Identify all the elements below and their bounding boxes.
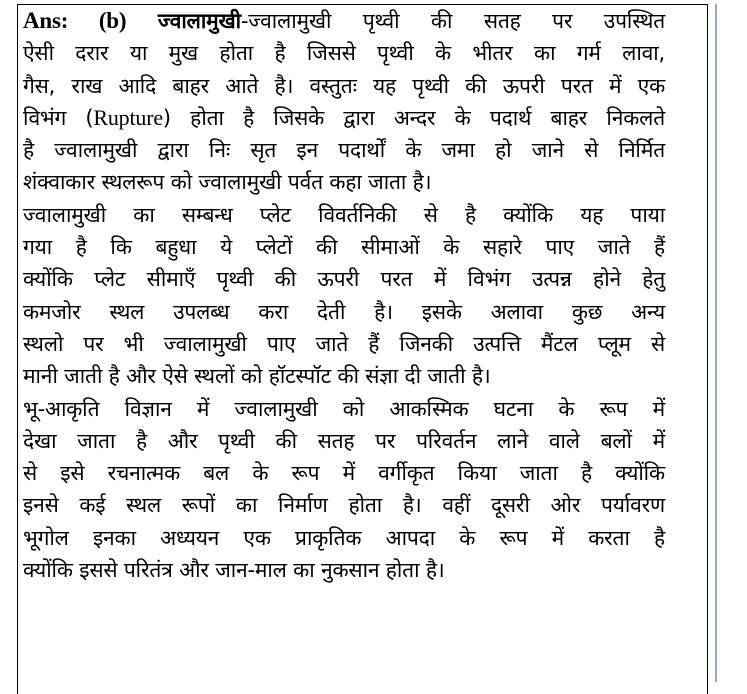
answer-line-4-pre: विभंग ( <box>23 105 94 130</box>
answer-line-6: शंक्वाकार स्थलरूप को ज्वालामुखी पर्वत कहा जाता है। <box>23 170 432 195</box>
para3-line-6: क्योंकि इससे परितंत्र और जान-माल का नुकसान होता है। <box>23 558 445 583</box>
para3-line-3: से इसे रचनात्मक बल के रूप में वर्गीकृत किया जाता है क्योंकि <box>23 461 665 486</box>
para2-line-2: गया है कि बहुधा ये प्लेटों की सीमाओं के सहारे पाए जाते हैं <box>23 235 665 260</box>
para2-line-5: स्थलो पर भी ज्वालामुखी पाए जाते हैं जिनकी उत्पत्ति मैंटल प्लूम से <box>23 331 665 356</box>
para2-line-6: मानी जाती है और ऐसे स्थलों को हॉटस्पॉट की संज्ञा दी जाती है। <box>23 364 491 389</box>
answer-line-5: है ज्वालामुखी द्वारा निः सृत इन पदार्थों के जमा हो जाने से निर्मित <box>23 138 665 163</box>
para3-line-4: इनसे कई स्थल रूपों का निर्माण होता है। वहीं दूसरी ओर पर्यावरण <box>23 493 665 518</box>
rupture-term: Rupture <box>93 104 163 130</box>
column-rule <box>715 4 717 682</box>
para2-line-1: ज्वालामुखी का सम्बन्ध प्लेट विवर्तनिकी से है क्योंकि यह पाया <box>23 202 665 227</box>
answer-line-1 <box>23 5 665 37</box>
answer-line-2: ऐसी दरार या मुख होता है जिससे पृथ्वी के भीतर का गर्म लावा, <box>23 41 665 66</box>
answer-label: Ans: (b) <box>23 8 127 33</box>
answer-term: ज्वालामुखी <box>157 9 241 33</box>
para2-line-4: कमजोर स्थल उपलब्ध करा देती है। इसके अलावा कुछ अन्य <box>23 299 665 324</box>
answer-text <box>23 5 665 586</box>
para2-line-3: क्योंकि प्लेट सीमाएँ पृथ्वी की ऊपरी परत में विभंग उत्पन्न होने हेतु <box>23 267 665 292</box>
answer-line-4 <box>23 102 665 134</box>
para3-line-5: भूगोल इनका अध्ययन एक प्राकृतिक आपदा के रूप में करता है <box>23 525 665 550</box>
answer-line-3: गैस, राख आदि बाहर आते है। वस्तुतः यह पृथ्वी की ऊपरी परत में एक <box>23 73 665 98</box>
para3-line-1: भू-आकृति विज्ञान में ज्वालामुखी को आकस्मिक घटना के रूप में <box>23 396 665 421</box>
para3-line-2: देखा जाता है और पृथ्वी की सतह पर परिवर्तन लाने वाले बलों में <box>23 428 665 453</box>
answer-line-4-post: ) होता है जिसके द्वारा अन्दर के पदार्थ बाहर निकलते <box>162 105 665 130</box>
answer-line-1-rest: -ज्वालामुखी पृथ्वी की सतह पर उपस्थित <box>240 9 665 33</box>
